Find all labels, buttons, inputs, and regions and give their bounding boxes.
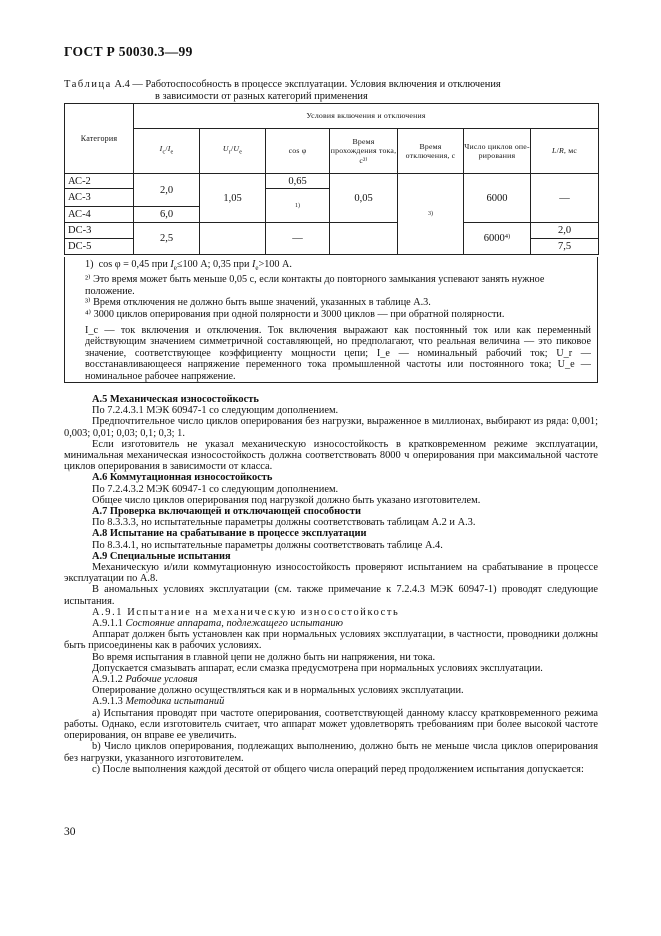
paragraph: Общее число циклов оперирования под нагрузкой должно быть указано изготовителем. [92,494,481,506]
paragraph: По 7.2.4.3.2 МЭК 60947-1 со следующим дополнением. [92,483,339,495]
paragraph: Допускается смазывать аппарат, если смазка предусмотрена при нормальных условиях эксплуатации. [92,662,543,674]
caption-label: Таблица [64,79,112,90]
paragraph: a) Испытания проводят при частоте оперирования, соответствующей данному классу кратковременного режима работы. Однако, если изготовитель считает, что аппарат может удовлетворять требованиям при более высокой частоте оперирования, он вправе ее увеличить. [64,707,598,742]
caption-line-2: в зависимости от разных категорий применения [155,90,368,102]
cycles-dc-value: 6000 [483,233,505,244]
notes-legend: I_c — ток включения и отключения. Ток включения выражают как постоянный ток или как переменный действующим значением симметричной составляющей, но предполагают, что реальная величина — это пиковое значение, соответствующее коэффициенту мощности цепи; I_e — номинальный рабочий ток; U_r — восстанавливающееся напряжение переменного тока промышленной частоты или постоянного тока; U_e — номинальное рабочее напряжение. [85,325,591,382]
cell-time-flow-dc [330,223,398,255]
section-heading: А.6 Коммутационная износостойкость [92,472,273,484]
header-cos-phi: cos φ [266,129,330,174]
paragraph: По 8.3.4.1, но испытательные параметры должны соответствовать таблице А.4. [92,539,443,551]
paragraph: Предпочтительное число циклов оперирования без нагрузки, выраженное в миллионах, выбирают из ряда: 0,001; 0,003; 0,01; 0,03; 0,1; 0,3; 1. [64,416,598,439]
paragraph: Аппарат должен быть установлен как при нормальных условиях эксплуатации, в частности, проводники должны быть присоединены как в рабочих условиях. [64,629,598,652]
paragraph: В аномальных условиях эксплуатации (см. также примечание к 7.2.4.3 МЭК 60947-1) проводят следующие испытания. [64,584,598,607]
paragraph: c) После выполнения каждой десятой от общего числа операций перед продолжением испытания допускается: [92,763,584,775]
cell-ic-dc: 2,5 [134,223,200,255]
cell-ic-ac23: 2,0 [134,174,200,207]
body-text [64,394,598,775]
clause-title: Состояние аппарата, подлежащего испытанию [125,618,343,630]
row-dc5: DC-5 [65,239,134,255]
paragraph: По 8.3.3.3, но испытательные параметры должны соответствовать таблицам А.2 и А.3. [92,517,476,529]
paragraph: Во время испытания в главной цепи не должно быть ни напряжения, ни тока. [92,651,436,663]
row-ac4: АС-4 [65,207,134,223]
cell-time-off: 3) [398,174,464,255]
cell-lr-ac: — [531,174,599,223]
cell-cos-ac2: 0,65 [266,174,330,189]
cell-lr-dc3: 2,0 [531,223,599,239]
clause-heading [64,696,598,707]
header-time-off: Время отключения, с [398,129,464,174]
cell-ur-ac: 1,05 [200,174,266,223]
cell-cos-ac34: 1) [266,189,330,223]
clause-number: А.9.1.1 [92,618,123,630]
section-heading: А.7 Проверка включающей и отключающей способности [92,506,362,518]
section-heading: А.8 Испытание на срабатывание в процессе эксплуатации [92,528,367,540]
paragraph: Механическую и/или коммутационную износостойкость проверяют испытанием на срабатывание в процессе эксплуатации по А.8. [64,562,598,585]
cell-ur-dc [200,223,266,255]
header-time-flow: Время прохождения тока, с²⁾ [330,129,398,174]
section-heading: А.9 Специальные испытания [92,550,231,562]
paragraph: Если изготовитель не указал механическую износостойкость в кратковременном режиме эксплуатации, минимальная механическая износостойкость должна соответствовать 8000 ч оперирования при максимальной частоте циклов оперирования в зависимости от класса. [64,438,598,473]
header-category: Категория [65,104,134,174]
clause-heading [64,618,598,629]
header-conditions: Условия включения и отключения [134,104,599,129]
clause-heading [64,674,598,685]
table-caption [64,79,604,102]
caption-line-1: А.4 — Работоспособность в процессе эксплуатации. Условия включения и отключения [114,79,501,90]
cell-time-flow: 0,05 [330,174,398,223]
cell-cycles-dc [464,223,531,255]
header-ur-ue: $U_r/U_e$ [200,129,266,174]
note-4: ⁴⁾ 3000 циклов оперирования при одной полярности и 3000 циклов — при обратной полярности. [85,308,505,320]
document-header: ГОСТ Р 50030.3—99 [64,44,193,59]
note-2: ²⁾ Это время может быть меньше 0,05 с, если контакты до повторного замыкания успевают занять нужное положение. [85,274,545,297]
cell-lr-dc5: 7,5 [531,239,599,255]
note-3: ³⁾ Время отключения не должно быть выше значений, указанных в таблице А.3. [85,297,431,309]
header-cycles: Число циклов опе-рирования [464,129,531,174]
row-dc3: DC-3 [65,223,134,239]
section-heading: А.5 Механическая износостойкость [92,394,259,405]
subsection-heading: А.9.1 Испытание на механическую износостойкость [92,606,400,618]
specification-table [64,103,599,255]
clause-title: Методика испытаний [125,696,225,708]
cell-cycles-ac: 6000 [464,174,531,223]
header-lr: L/R, мс [531,129,599,174]
table-notes [64,257,598,383]
clause-number: А.9.1.3 [92,696,123,708]
cell-ic-ac4: 6,0 [134,207,200,223]
paragraph: b) Число циклов оперирования, подлежащих выполнению, должно быть не меньше числа циклов оперирования без нагрузки, указанного изготовителем. [64,741,598,764]
clause-number: А.9.1.2 [92,674,123,686]
row-ac3: АС-3 [65,189,134,207]
header-ic-ie: $I_c/I_e$ [134,129,200,174]
clause-title: Рабочие условия [125,674,198,686]
note-1: 1) cos φ = 0,45 при $I_e\le 100$ А; 0,35 при $I_e>100$ А. [85,259,292,273]
row-ac2: АС-2 [65,174,134,189]
cycles-dc-note: 4) [504,233,511,240]
page-number: 30 [64,826,76,838]
cell-cos-dc: — [266,223,330,255]
paragraph: По 7.2.4.3.1 МЭК 60947-1 со следующим дополнением. [92,405,339,417]
paragraph: Оперирование должно осуществляться как и в нормальных условиях эксплуатации. [92,685,464,697]
